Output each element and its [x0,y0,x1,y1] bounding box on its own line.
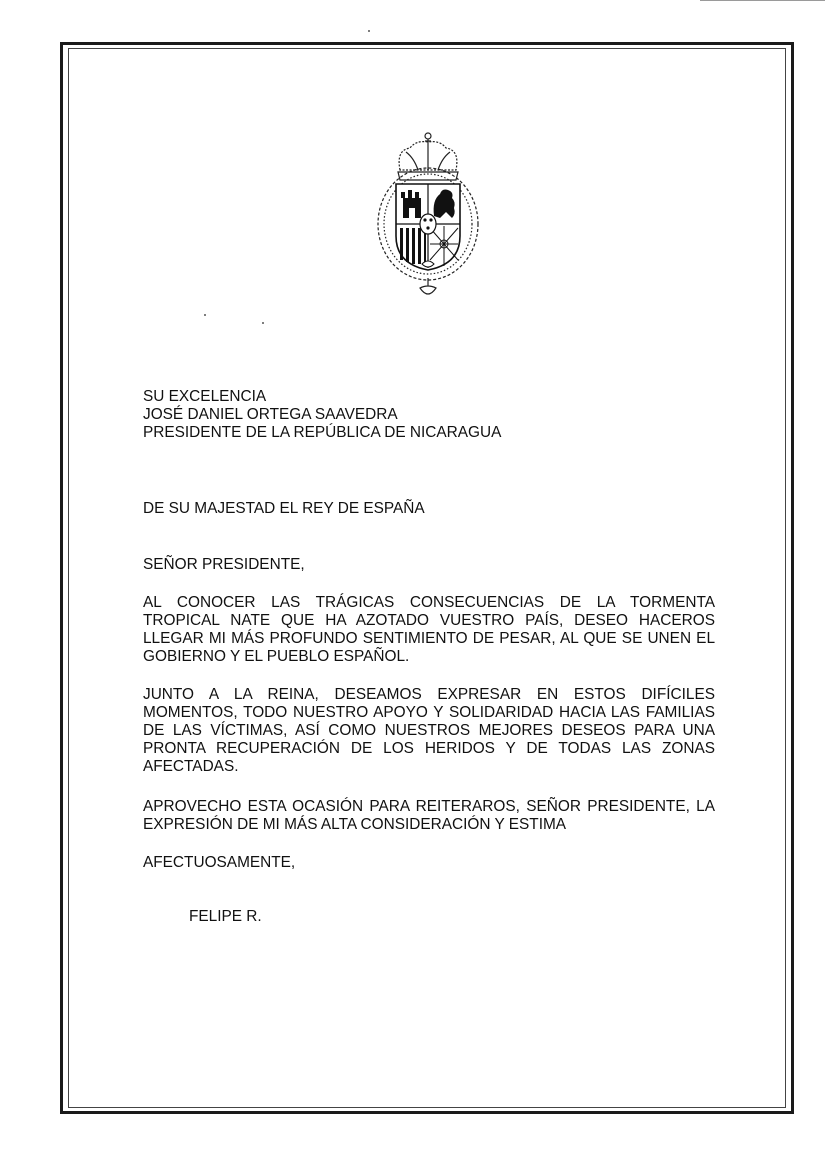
addressee-position: PRESIDENTE DE LA REPÚBLICA DE NICARAGUA [143,424,502,441]
letter-paragraph: JUNTO A LA REINA, DESEAMOS EXPRESAR EN ESTOS DIFÍCILES MOMENTOS, TODO NUESTRO APOYO Y SOLIDARIDAD HACIA LAS FAMILIAS DE LAS VÍCTIMAS, ASÍ COMO NUESTROS MEJORES DESEOS PARA UNA PRONTA RECUPERACIÓN DE LOS HERIDOS Y DE TODAS LAS ZONAS AFECTADAS. [143,686,715,775]
closing-line: AFECTUOSAMENTE, [143,854,296,871]
signature: FELIPE R. [189,908,262,925]
letter-paragraph: AL CONOCER LAS TRÁGICAS CONSECUENCIAS DE LA TORMENTA TROPICAL NATE QUE HA AZOTADO VUESTRO PAÍS, DESEO HACEROS LLEGAR MI MÁS PROFUNDO SENTIMIENTO DE PESAR, AL QUE SE UNEN EL GOBIERNO Y EL PUEBLO ESPAÑOL. [143,594,715,665]
addressee-block [143,388,715,442]
scan-speck [368,30,370,32]
addressee-title: SU EXCELENCIA [143,388,267,405]
sender-line: DE SU MAJESTAD EL REY DE ESPAÑA [143,500,425,517]
scan-edge-line [700,0,825,1]
letter-paragraph: APROVECHO ESTA OCASIÓN PARA REITERAROS, SEÑOR PRESIDENTE, LA EXPRESIÓN DE MI MÁS ALTA CONSIDERACIÓN Y ESTIMA [143,798,715,833]
addressee-name: JOSÉ DANIEL ORTEGA SAAVEDRA [143,406,398,423]
royal-coat-of-arms-icon [370,128,486,300]
salutation: SEÑOR PRESIDENTE, [143,556,305,573]
